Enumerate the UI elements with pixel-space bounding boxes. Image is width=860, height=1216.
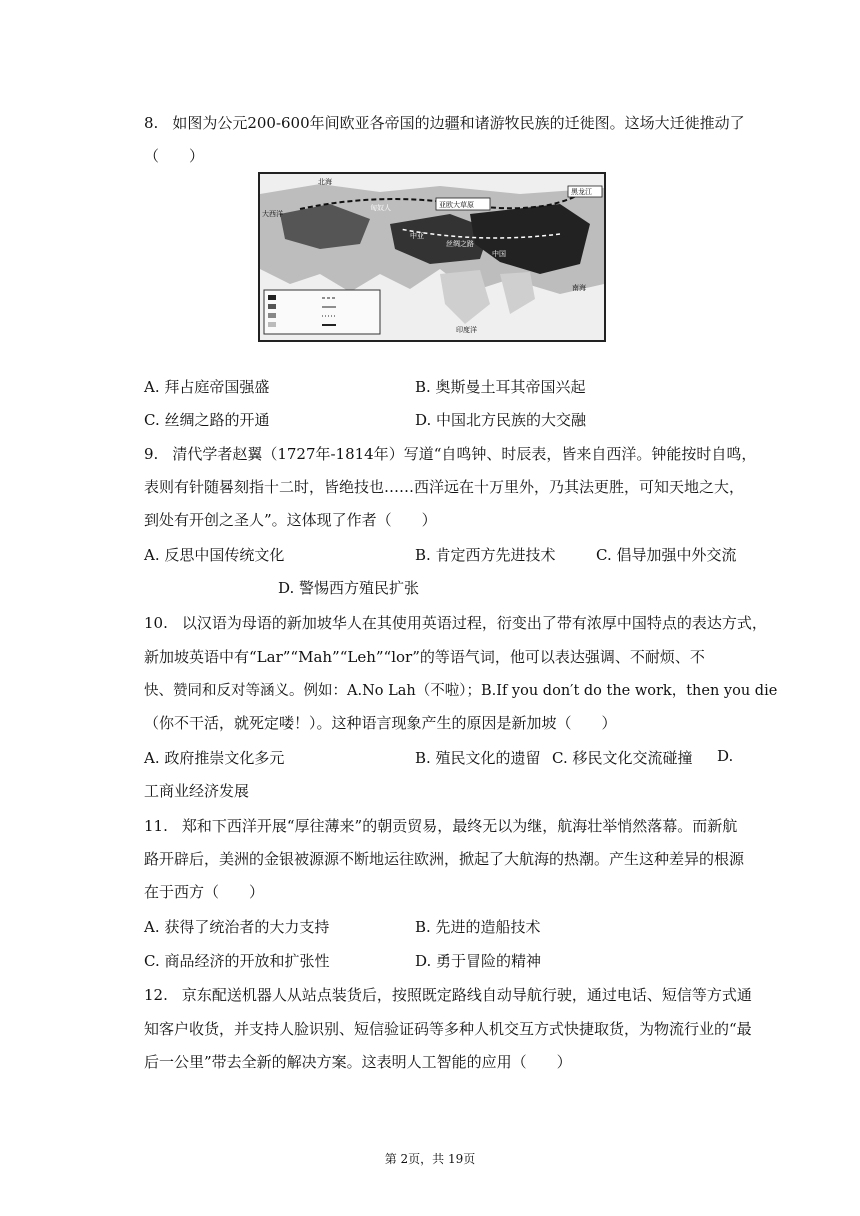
- q11-option-d[interactable]: D. 勇于冒险的精神: [415, 952, 542, 970]
- migration-map-svg: [260, 174, 604, 340]
- q11-option-c[interactable]: C. 商品经济的开放和扩张性: [144, 952, 330, 970]
- q9-option-d[interactable]: D. 警惕西方殖民扩张: [278, 579, 420, 597]
- q8-stem-text: 如图为公元200-600年间欧亚各帝国的边疆和诸游牧民族的迁徙图。这场大迁徙推动了: [172, 114, 745, 132]
- q10-stem-line4: （你不干活，就死定喽！）。这种语言现象产生的原因是新加坡（ ）: [144, 714, 617, 732]
- map-label-central-asia: 中亚: [410, 232, 424, 240]
- q11-number: 11.: [144, 817, 168, 835]
- q9-option-a[interactable]: A. 反思中国传统文化: [144, 546, 285, 564]
- q10-stem-line3: 快、赞同和反对等涵义。例如：A.No Lah（不啦）；B.If you don′t do the work，then you die: [144, 683, 778, 699]
- map-label-south-sea: 南海: [572, 284, 586, 292]
- map-label-atlantic: 大西洋: [262, 210, 283, 218]
- q8-number: 8.: [144, 114, 159, 132]
- q9-stem-line2: 表则有针随晷刻指十二时，皆绝技也……西洋远在十万里外，乃其法更胜，可知天地之大，: [144, 478, 745, 496]
- q12-stem-text1: 京东配送机器人从站点装货后，按照既定路线自动导航行驶，通过电话、短信等方式通: [181, 986, 752, 1004]
- q11-stem-line1: [144, 815, 737, 836]
- q10-stem-text1: 以汉语为母语的新加坡华人在其使用英语过程，衍变出了带有浓厚中国特点的表达方式，: [181, 614, 767, 632]
- q9-number: 9.: [144, 445, 159, 463]
- map-label-north-sea: 北海: [318, 178, 332, 186]
- q11-option-a[interactable]: A. 获得了统治者的大力支持: [144, 918, 330, 936]
- map-label-steppe: 亚欧大草原: [439, 201, 474, 209]
- q9-stem-line1: [144, 443, 756, 464]
- q10-option-d[interactable]: D.: [717, 747, 734, 765]
- page-footer: 第 2页，共 19页: [384, 1152, 476, 1166]
- q11-stem-line2: 路开辟后，美洲的金银被源源不断地运往欧洲，掀起了大航海的热潮。产生这种差异的根源: [144, 850, 745, 868]
- map-label-huns: 匈奴人: [370, 204, 391, 212]
- map-label-china: 中国: [492, 250, 506, 258]
- map-label-silk-road: 丝绸之路: [446, 240, 474, 248]
- q10-option-b[interactable]: B. 殖民文化的遗留: [415, 749, 541, 767]
- q8-option-d[interactable]: D. 中国北方民族的大交融: [415, 411, 587, 429]
- q9-option-b[interactable]: B. 肯定西方先进技术: [415, 546, 556, 564]
- q8-stem-line1: [144, 112, 745, 133]
- q10-option-c[interactable]: C. 移民文化交流碰撞: [552, 749, 693, 767]
- q10-option-a[interactable]: A. 政府推崇文化多元: [144, 749, 285, 767]
- q9-stem-line3: 到处有开创之圣人”。这体现了作者（ ）: [144, 511, 437, 529]
- map-label-indian-ocean: 印度洋: [456, 326, 477, 334]
- q11-option-b[interactable]: B. 先进的造船技术: [415, 918, 541, 936]
- q8-option-a[interactable]: A. 拜占庭帝国强盛: [144, 378, 270, 396]
- q8-option-c[interactable]: C. 丝绸之路的开通: [144, 411, 270, 429]
- migration-map: [258, 172, 606, 342]
- q8-option-b[interactable]: B. 奥斯曼土耳其帝国兴起: [415, 378, 586, 396]
- q12-stem-line2: 知客户收货，并支持人脸识别、短信验证码等多种人机交互方式快捷取货，为物流行业的“最: [144, 1020, 752, 1038]
- q9-option-c[interactable]: C. 倡导加强中外交流: [596, 546, 737, 564]
- q9-stem-text1: 清代学者赵翼（1727年-1814年）写道“自鸣钟、时辰表，皆来自西洋。钟能按时自鸣，: [172, 445, 757, 463]
- q11-stem-text1: 郑和下西洋开展“厚往薄来”的朝贡贸易，最终无以为继，航海壮举悄然落幕。而新航: [181, 817, 738, 835]
- q10-option-d-continued: 工商业经济发展: [144, 782, 250, 800]
- q12-stem-line3: 后一公里”带去全新的解决方案。这表明人工智能的应用（ ）: [144, 1053, 572, 1071]
- q12-stem-line1: [144, 984, 752, 1005]
- q10-number: 10.: [144, 614, 168, 632]
- q10-stem-line2: 新加坡英语中有“Lar”“Mah”“Leh”“lor”的等语气词，他可以表达强调、不耐烦、不: [144, 648, 705, 666]
- map-label-heilongjiang: 黑龙江: [571, 188, 592, 196]
- q10-stem-line1: [144, 612, 767, 633]
- q11-stem-line3: 在于西方（ ）: [144, 883, 265, 901]
- q8-stem-line2: （ ）: [144, 147, 205, 165]
- q12-number: 12.: [144, 986, 168, 1004]
